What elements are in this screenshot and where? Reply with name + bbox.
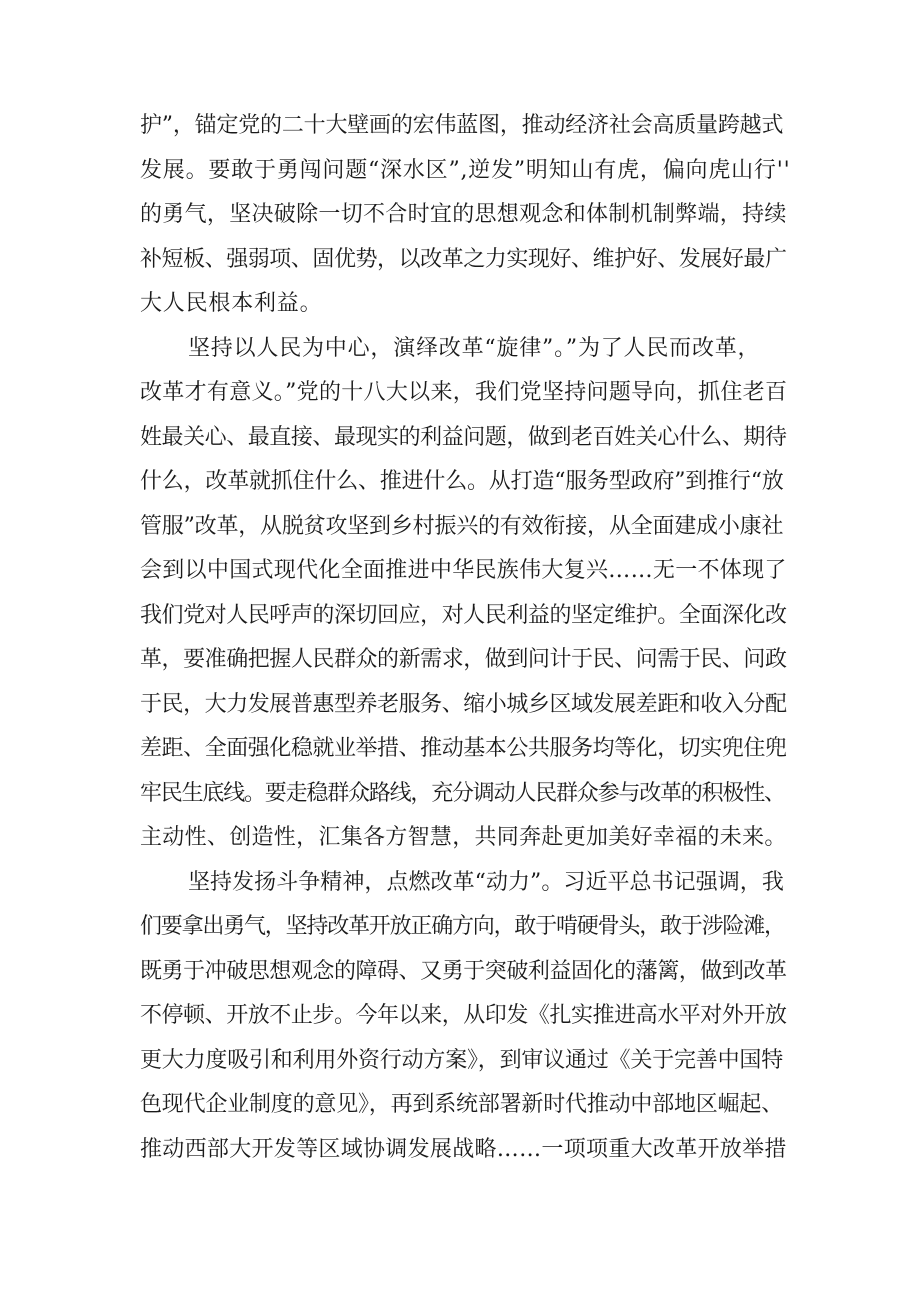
text-line: 不停顿、开放不止步。今年以来，从印发《扎实推进高水平对外开放 bbox=[140, 1003, 787, 1028]
text-line: 主动性、创造性，汇集各方智慧，共同奔赴更加美好幸福的未来。 bbox=[140, 825, 787, 850]
text-line: 更大力度吸引和利用外资行动方案》，到审议通过《关于完善中国特 bbox=[140, 1047, 784, 1073]
text-line: 色现代企业制度的意见》，再到系统部署新时代推动中部地区崛起、 bbox=[140, 1092, 784, 1117]
text-line: 会到以中国式现代化全面推进中华民族伟大复兴……无一不体现了 bbox=[140, 558, 787, 583]
text-line: 的勇气，坚决破除一切不合时宜的思想观念和体制机制弊端，持续 bbox=[140, 202, 787, 227]
text-line: 于民，大力发展普惠型养老服务、缩小城乡区域发展差距和收入分配 bbox=[140, 691, 787, 717]
text-line: 管服”改革，从脱贫攻坚到乡村振兴的有效衔接，从全面建成小康社 bbox=[140, 513, 784, 539]
text-line: 推动西部大开发等区域协调发展战略……一项项重大改革开放举措 bbox=[140, 1136, 787, 1162]
text-line: 大人民根本利益。 bbox=[140, 291, 323, 316]
body-text bbox=[140, 104, 790, 1172]
text-line: 坚持发扬斗争精神，点燃改革“动力”。习近平总书记强调，我 bbox=[188, 869, 784, 895]
text-line: 既勇于冲破思想观念的障碍、又勇于突破利益固化的藩篱，做到改革 bbox=[140, 958, 787, 984]
text-line: 牢民生底线。要走稳群众路线，充分调动人民群众参与改革的积极性、 bbox=[140, 780, 785, 806]
text-line: 补短板、强弱项、固优势，以改革之力实现好、维护好、发展好最广 bbox=[140, 246, 787, 272]
text-line: 们要拿出勇气，坚持改革开放正确方向，敢于啃硬骨头，敢于涉险滩， bbox=[140, 914, 785, 939]
text-line: 坚持以人民为中心，演绎改革“旋律”。”为了人民而改革， bbox=[188, 335, 761, 361]
text-line: 什么，改革就抓住什么、推进什么。从打造“服务型政府”到推行“放 bbox=[140, 469, 784, 494]
text-line: 我们党对人民呼声的深切回应，对人民利益的坚定维护。全面深化改 bbox=[140, 602, 787, 628]
text-line: 姓最关心、最直接、最现实的利益问题，做到老百姓关心什么、期待 bbox=[140, 424, 787, 450]
text-line: 差距、全面强化稳就业举措、推动基本公共服务均等化，切实兜住兜 bbox=[140, 736, 787, 761]
text-line: 革，要准确把握人民群众的新需求，做到问计于民、问需于民、问政 bbox=[140, 647, 787, 672]
text-line: 护”，锚定党的二十大壁画的宏伟蓝图，推动经济社会高质量跨越式 bbox=[140, 113, 784, 138]
text-line: 发展。要敢于勇闯问题“深水区”,逆发”明知山有虎，偏向虎山行'' bbox=[140, 157, 791, 183]
text-line: 改革才有意义。”党的十八大以来，我们党坚持问题导向，抓住老百 bbox=[140, 380, 788, 405]
